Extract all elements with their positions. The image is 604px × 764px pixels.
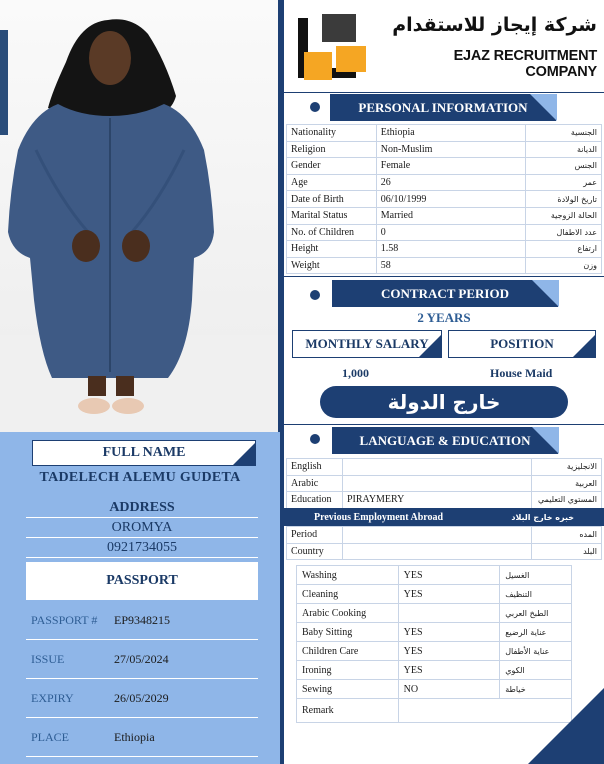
company-name-english: EJAZ RECRUITMENT COMPANY [453, 48, 597, 80]
position-value: House Maid [490, 366, 553, 380]
field-value: 06/10/1999 [376, 191, 525, 208]
corner-triangle [418, 334, 442, 358]
skill-value: YES [398, 642, 500, 661]
passport-expiry-row [26, 680, 258, 718]
full-name-header [32, 440, 256, 466]
table-row [297, 585, 572, 604]
passport-expiry-value: 26/05/2029 [114, 691, 169, 705]
table-row [287, 125, 602, 142]
field-label: English [287, 459, 343, 476]
table-row [287, 257, 602, 274]
passport-expiry-label: EXPIRY [31, 691, 74, 705]
skill-value: YES [398, 623, 500, 642]
passport-header: PASSPORT [26, 562, 258, 600]
remark-label: Remark [297, 699, 399, 723]
previous-employment-title-arabic: خبره خارج البلاد [511, 512, 574, 522]
person-figure [0, 0, 280, 432]
details-panel [284, 0, 604, 764]
skill-label: Children Care [297, 642, 399, 661]
field-value: 58 [376, 257, 525, 274]
contract-period-title: CONTRACT PERIOD [381, 285, 509, 301]
field-label: Country [287, 543, 343, 560]
table-row [287, 527, 602, 544]
section-dot [310, 290, 320, 300]
field-value: Female [376, 158, 525, 175]
position-header [448, 330, 596, 358]
field-value: 1.58 [376, 241, 525, 258]
company-logo [292, 12, 372, 84]
skill-label: Sewing [297, 680, 399, 699]
address-label: ADDRESS [26, 498, 258, 518]
field-label: Weight [287, 257, 377, 274]
corner-triangle [572, 334, 596, 358]
skill-label: Ironing [297, 661, 399, 680]
personal-info-table [286, 124, 602, 274]
field-label: Nationality [287, 125, 377, 142]
section-divider [284, 424, 604, 425]
skill-label-arabic: الطبخ العربي [500, 604, 572, 623]
field-label-arabic: البلد [532, 543, 602, 560]
corner-triangle [532, 280, 559, 307]
company-name-arabic: شركة إيجاز للاستقدام [392, 14, 597, 36]
table-row [287, 543, 602, 560]
language-education-title: LANGUAGE & EDUCATION [359, 432, 531, 448]
field-value: Ethiopia [376, 125, 525, 142]
table-row [287, 475, 602, 492]
skill-value: YES [398, 661, 500, 680]
corner-decoration [528, 688, 604, 764]
abroad-badge: خارج الدولة [320, 386, 568, 418]
skill-label-arabic: التنظيف [500, 585, 572, 604]
field-label-arabic: ارتفاع [526, 241, 602, 258]
corner-triangle [232, 442, 256, 466]
corner-triangle [532, 427, 559, 454]
skill-value: YES [398, 566, 500, 585]
corner-triangle [530, 94, 557, 121]
field-label: Height [287, 241, 377, 258]
skill-label: Cleaning [297, 585, 399, 604]
field-label-arabic: المده [532, 527, 602, 544]
passport-place-value: Ethiopia [114, 730, 155, 744]
previous-employment-title: Previous Employment Abroad [314, 511, 444, 523]
table-row [287, 141, 602, 158]
phone-number: 0921734055 [26, 538, 258, 558]
section-dot [310, 434, 320, 444]
field-label-arabic: الديانة [526, 141, 602, 158]
section-divider [284, 276, 604, 277]
address-block [26, 498, 258, 558]
table-row [297, 604, 572, 623]
passport-place-label: PLACE [31, 730, 70, 744]
skill-label-arabic: عناية الرضيع [500, 623, 572, 642]
field-value: Married [376, 207, 525, 224]
table-row [297, 623, 572, 642]
field-label: Religion [287, 141, 377, 158]
field-value: 26 [376, 174, 525, 191]
passport-issue-label: ISSUE [31, 652, 65, 666]
candidate-summary-panel [0, 432, 280, 764]
field-label-arabic: وزن [526, 257, 602, 274]
field-label: Age [287, 174, 377, 191]
field-label-arabic: الجنس [526, 158, 602, 175]
table-row [287, 241, 602, 258]
full-name-value: TADELECH ALEMU GUDETA [39, 470, 241, 485]
table-row [287, 174, 602, 191]
field-label: No. of Children [287, 224, 377, 241]
table-row [297, 661, 572, 680]
table-row [287, 492, 602, 509]
candidate-photo [0, 0, 280, 432]
monthly-salary-value: 1,000 [342, 366, 369, 380]
table-row [287, 224, 602, 241]
skill-value: YES [398, 585, 500, 604]
passport-issue-row [26, 641, 258, 679]
monthly-salary-label: MONTHLY SALARY [305, 336, 429, 351]
field-label: Period [287, 527, 343, 544]
table-row [287, 191, 602, 208]
field-value [342, 527, 531, 544]
section-dot [310, 102, 320, 112]
skill-value: NO [398, 680, 500, 699]
passport-issue-value: 27/05/2024 [114, 652, 169, 666]
skill-label-arabic: الغسيل [500, 566, 572, 585]
skill-label: Baby Sitting [297, 623, 399, 642]
skill-label: Arabic Cooking [297, 604, 399, 623]
field-value: PIRAYMERY [342, 492, 531, 509]
field-label: Marital Status [287, 207, 377, 224]
field-label-arabic: العربية [532, 475, 602, 492]
company-header [284, 0, 604, 90]
table-row [297, 642, 572, 661]
full-name-label: FULL NAME [102, 445, 186, 460]
skill-label: Washing [297, 566, 399, 585]
field-label-arabic: الانجليزية [532, 459, 602, 476]
field-value: 0 [376, 224, 525, 241]
language-education-table [286, 458, 602, 509]
table-row [297, 566, 572, 585]
contract-period-header [332, 280, 558, 307]
passport-place-row [26, 719, 258, 757]
field-value [342, 543, 531, 560]
table-row [287, 158, 602, 175]
field-value [342, 475, 531, 492]
previous-employment-header [284, 508, 604, 526]
field-label-arabic: المستوي التعليمي [532, 492, 602, 509]
language-education-header [332, 427, 558, 454]
field-label-arabic: الجنسية [526, 125, 602, 142]
table-row [287, 207, 602, 224]
passport-number-label: PASSPORT # [31, 613, 98, 627]
skill-label-arabic: خياطة [500, 680, 572, 699]
personal-info-header [330, 94, 556, 121]
field-label-arabic: الحالة الزوجية [526, 207, 602, 224]
field-label-arabic: عدد الاطفال [526, 224, 602, 241]
position-label: POSITION [490, 336, 554, 351]
contract-period-value: 2 YEARS [417, 310, 471, 325]
field-label: Date of Birth [287, 191, 377, 208]
passport-number-value: EP9348215 [114, 613, 171, 627]
field-value: Non-Muslim [376, 141, 525, 158]
field-label-arabic: عمر [526, 174, 602, 191]
table-row [287, 459, 602, 476]
personal-info-title: PERSONAL INFORMATION [358, 99, 528, 115]
field-label: Education [287, 492, 343, 509]
field-label: Arabic [287, 475, 343, 492]
skill-label-arabic: عناية الأطفال [500, 642, 572, 661]
monthly-salary-header [292, 330, 442, 358]
previous-employment-table [286, 526, 602, 560]
field-label: Gender [287, 158, 377, 175]
section-divider [284, 92, 604, 93]
field-value [342, 459, 531, 476]
passport-number-row [26, 602, 258, 640]
field-label-arabic: تاريخ الولادة [526, 191, 602, 208]
address-region: OROMYA [26, 518, 258, 538]
skill-label-arabic: الكوي [500, 661, 572, 680]
skill-value [398, 604, 500, 623]
